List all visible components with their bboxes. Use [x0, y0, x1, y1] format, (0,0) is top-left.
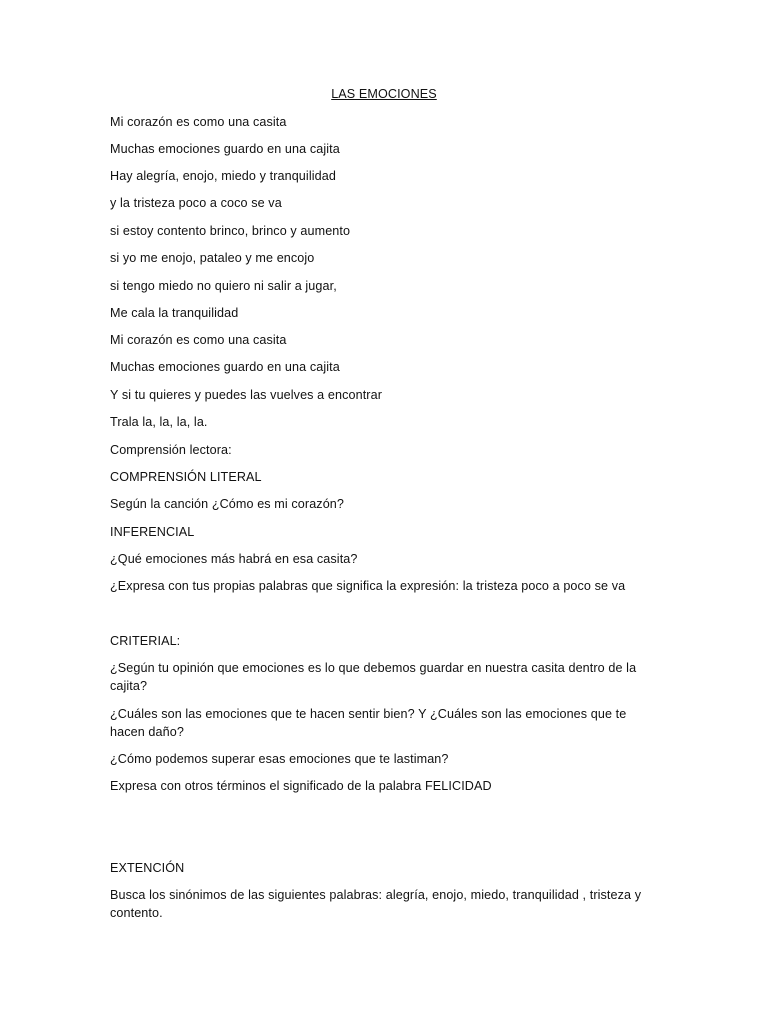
criterial-question: Expresa con otros términos el significado de la palabra FELICIDAD [110, 779, 492, 793]
poem-line: Mi corazón es como una casita [110, 333, 287, 347]
poem-line: Y si tu quieres y puedes las vuelves a encontrar [110, 388, 382, 402]
inferential-heading: INFERENCIAL [110, 525, 195, 539]
inferential-question: ¿Qué emociones más habrá en esa casita? [110, 552, 358, 566]
document-title: LAS EMOCIONES [331, 87, 437, 101]
literal-question: Según la canción ¿Cómo es mi corazón? [110, 497, 345, 511]
poem-line: Me cala la tranquilidad [110, 306, 239, 320]
criterial-question: ¿Cuáles son las emociones que te hacen sentir bien? Y ¿Cuáles son las emociones que te hacen daño? [110, 707, 627, 739]
poem-line: Mi corazón es como una casita [110, 115, 287, 129]
extension-heading: EXTENCIÓN [110, 861, 185, 875]
criterial-heading: CRITERIAL: [110, 634, 181, 648]
poem-line: si yo me enojo, pataleo y me encojo [110, 251, 315, 265]
criterial-question: ¿Según tu opinión que emociones es lo que debemos guardar en nuestra casita dentro de la cajita? [110, 661, 637, 693]
comprehension-heading: Comprensión lectora: [110, 443, 232, 457]
poem-line: si tengo miedo no quiero ni salir a jugar, [110, 279, 337, 293]
poem-line: si estoy contento brinco, brinco y aumento [110, 224, 351, 238]
literal-heading: COMPRENSIÓN LITERAL [110, 470, 262, 484]
poem-line: y la tristeza poco a coco se va [110, 196, 282, 210]
poem-line: Hay alegría, enojo, miedo y tranquilidad [110, 169, 336, 183]
extension-question: Busca los sinónimos de las siguientes palabras: alegría, enojo, miedo, tranquilidad , tristeza y contento. [110, 888, 642, 920]
poem-line: Muchas emociones guardo en una cajita [110, 360, 340, 374]
inferential-question: ¿Expresa con tus propias palabras que significa la expresión: la tristeza poco a poco se va [110, 579, 626, 593]
criterial-question: ¿Cómo podemos superar esas emociones que te lastiman? [110, 752, 449, 766]
poem-line: Trala la, la, la, la. [110, 415, 208, 429]
poem-line: Muchas emociones guardo en una cajita [110, 142, 340, 156]
